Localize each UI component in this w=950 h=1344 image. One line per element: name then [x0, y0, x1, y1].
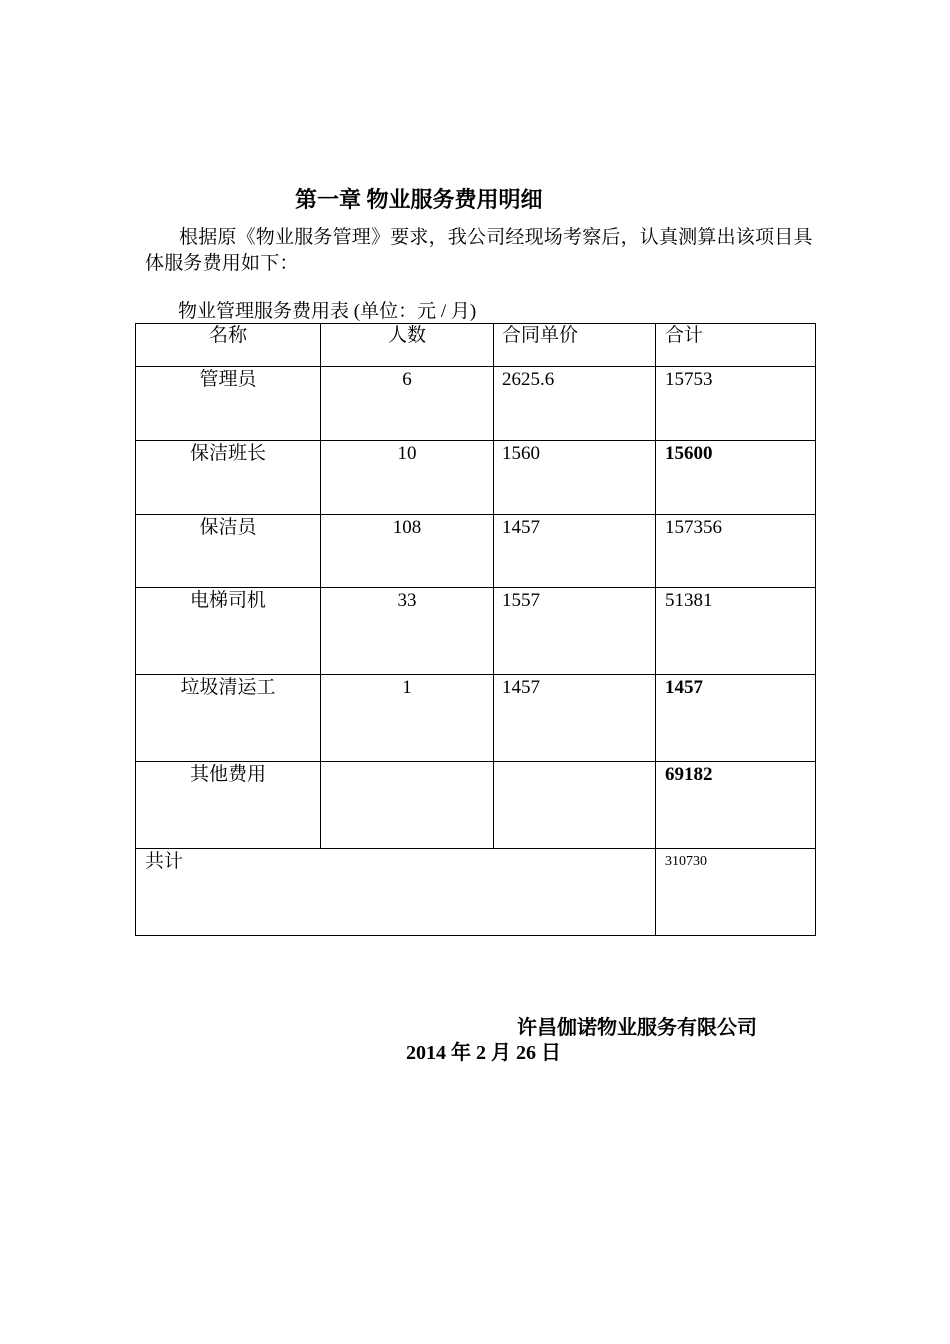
row-unit-price: 2625.6 — [494, 367, 656, 441]
row-count: 1 — [321, 675, 494, 762]
row-unit-price: 1557 — [494, 588, 656, 675]
row-total: 157356 — [656, 515, 816, 588]
header-unit-price: 合同单价 — [494, 324, 656, 367]
grand-total-value: 310730 — [656, 849, 816, 936]
table-row — [136, 675, 816, 762]
row-count: 108 — [321, 515, 494, 588]
row-total: 1457 — [656, 675, 816, 762]
row-total: 51381 — [656, 588, 816, 675]
table-row — [136, 515, 816, 588]
grand-total-label: 共计 — [136, 849, 656, 936]
table-row — [136, 762, 816, 849]
chapter-title: 第一章 物业服务费用明细 — [295, 187, 543, 212]
row-unit-price: 1457 — [494, 515, 656, 588]
header-count: 人数 — [321, 324, 494, 367]
header-total: 合计 — [656, 324, 816, 367]
row-count: 33 — [321, 588, 494, 675]
header-name: 名称 — [136, 324, 321, 367]
row-name: 电梯司机 — [136, 588, 321, 675]
table-row — [136, 588, 816, 675]
row-unit-price — [494, 762, 656, 849]
row-unit-price: 1560 — [494, 441, 656, 515]
row-count — [321, 762, 494, 849]
row-total: 69182 — [656, 762, 816, 849]
row-total: 15753 — [656, 367, 816, 441]
document-date: 2014 年 2 月 26 日 — [406, 1042, 561, 1064]
row-name: 垃圾清运工 — [136, 675, 321, 762]
table-row — [136, 367, 816, 441]
company-name: 许昌伽诺物业服务有限公司 — [517, 1017, 757, 1039]
table-header-row — [136, 324, 816, 367]
row-name: 管理员 — [136, 367, 321, 441]
fee-table — [135, 323, 816, 936]
row-unit-price: 1457 — [494, 675, 656, 762]
row-name: 其他费用 — [136, 762, 321, 849]
table-row — [136, 441, 816, 515]
row-count: 6 — [321, 367, 494, 441]
row-count: 10 — [321, 441, 494, 515]
intro-paragraph: 根据原《物业服务管理》要求，我公司经现场考察后，认真测算出该项目具体服务费用如下： — [145, 227, 813, 274]
table-caption: 物业管理服务费用表 (单位：元 / 月) — [178, 301, 477, 322]
row-total: 15600 — [656, 441, 816, 515]
row-name: 保洁员 — [136, 515, 321, 588]
grand-total-row — [136, 849, 816, 936]
row-name: 保洁班长 — [136, 441, 321, 515]
